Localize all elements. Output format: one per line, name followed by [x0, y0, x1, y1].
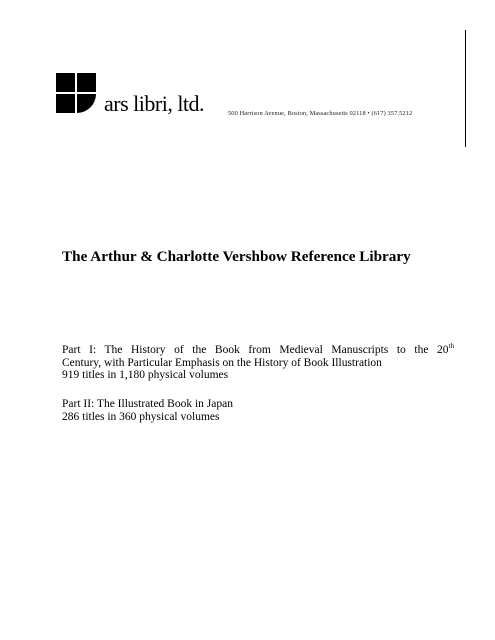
page-edge-rule	[465, 30, 466, 147]
ordinal-suffix: th	[448, 342, 454, 350]
part-one-line-2: Century, with Particular Emphasis on the History of Book Illustration	[62, 356, 382, 369]
part-two-heading: Part II: The Illustrated Book in Japan	[62, 398, 233, 410]
part-one-heading-text: Part I: The History of the Book from Medieval Manuscripts to the 20	[62, 344, 449, 356]
part-one-title-count: 919 titles in 1,180 physical volumes	[62, 369, 229, 381]
part-two-title-count: 286 titles in 360 physical volumes	[62, 410, 220, 423]
part-one-block	[62, 344, 454, 382]
part-two-block	[62, 398, 454, 423]
brand-address: 500 Harrison Avenue, Boston, Massachusetts 02118 • (617) 357.5212	[228, 110, 413, 117]
part-one-line-1	[62, 344, 454, 357]
ars-libri-logo-icon	[56, 73, 96, 113]
brand-name: ars libri, ltd.	[104, 91, 205, 116]
document-title: The Arthur & Charlotte Vershbow Reference Library	[62, 248, 411, 265]
